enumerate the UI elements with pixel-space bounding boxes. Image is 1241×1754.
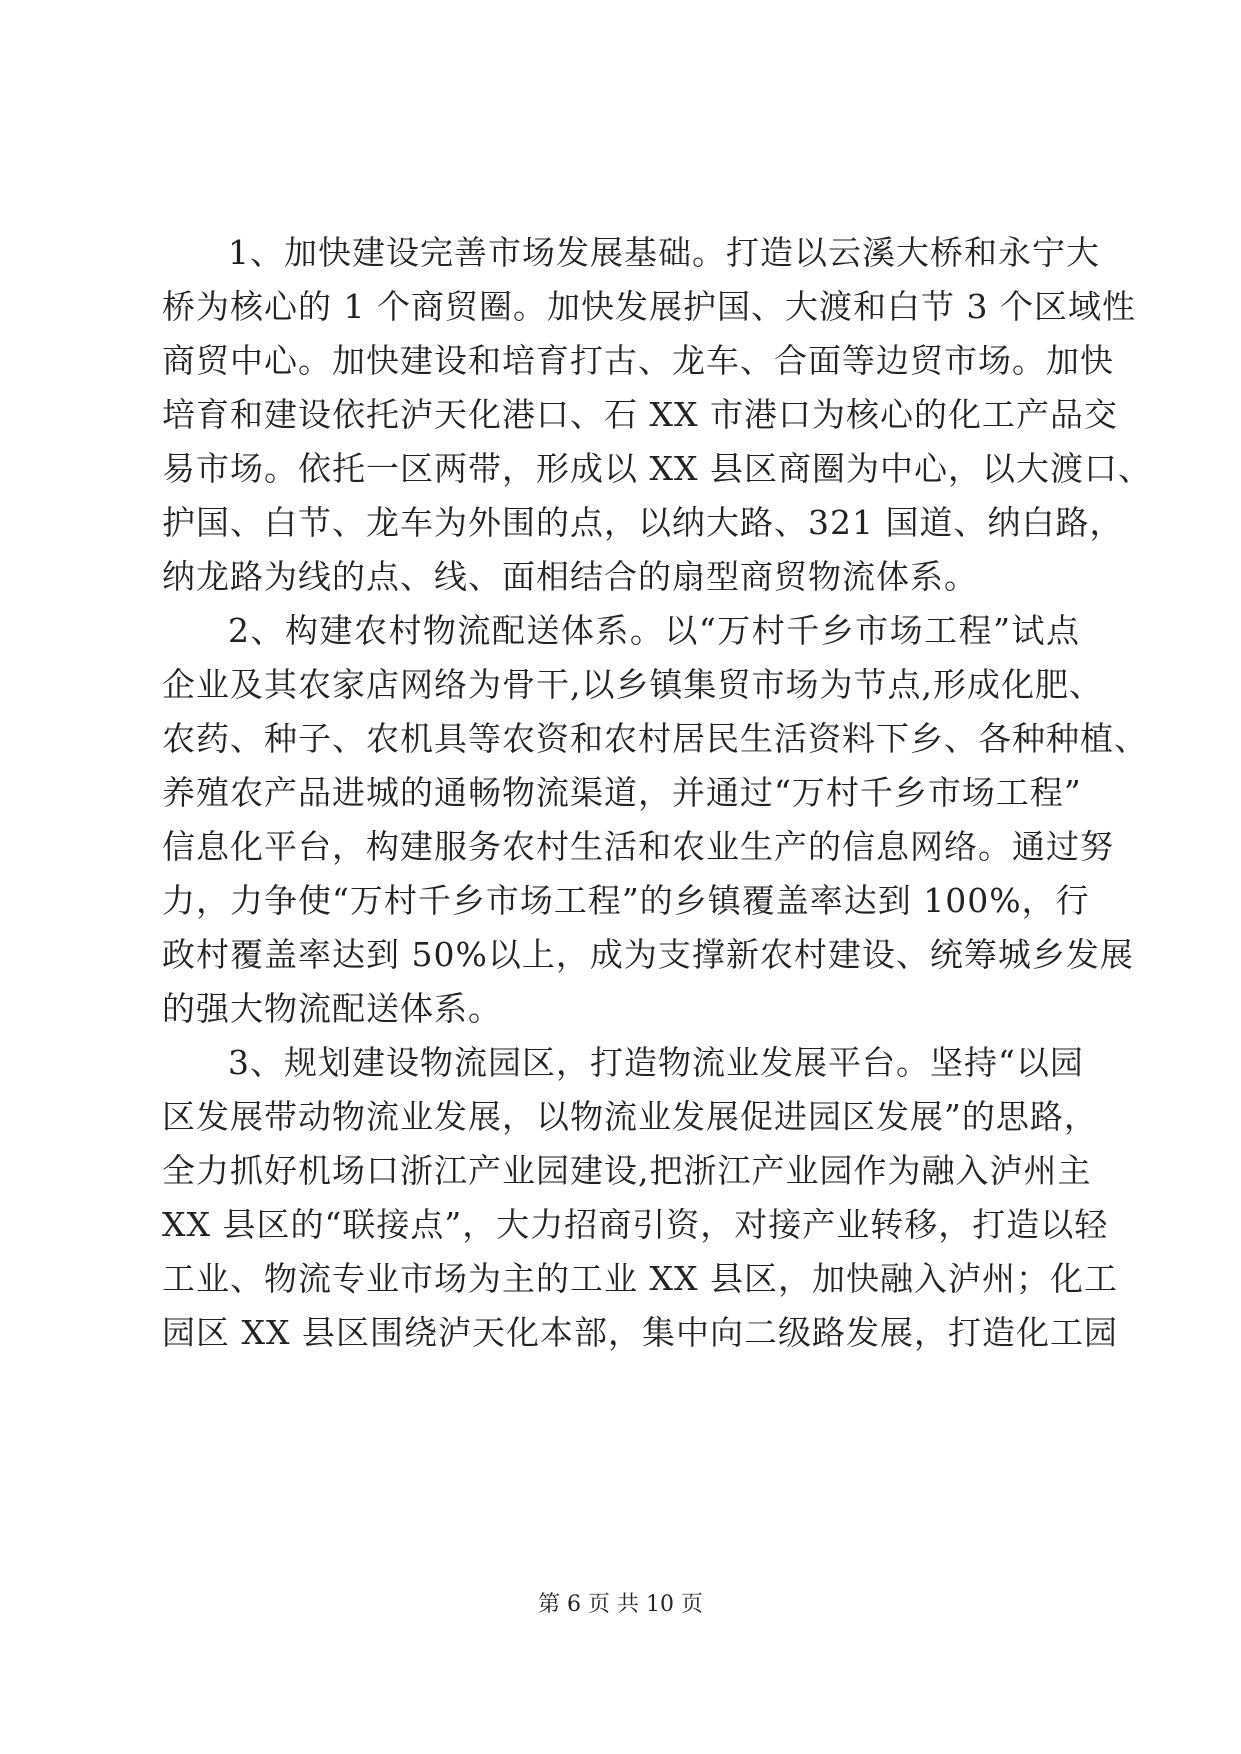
text-line: XX 县区的“联接点”，大力招商引资，对接产业转移，打造以轻	[162, 1205, 1109, 1244]
text-line: 政村覆盖率达到 50%以上，成为支撑新农村建设、统筹城乡发展	[162, 935, 1134, 974]
text-line: 培育和建设依托泸天化港口、石 XX 市港口为核心的化工产品交	[162, 395, 1118, 434]
text-line: 区发展带动物流业发展，以物流业发展促进园区发展”的思路，	[162, 1097, 1098, 1136]
body-text	[162, 226, 1152, 1360]
text-line: 桥为核心的 1 个商贸圈。加快发展护国、大渡和白节 3 个区域性	[162, 287, 1136, 326]
text-line: 2、构建农村物流配送体系。以“万村千乡市场工程”试点	[228, 611, 1080, 650]
text-line: 企业及其农家店网络为骨干,以乡镇集贸市场为节点,形成化肥、	[162, 665, 1103, 704]
text-line: 农药、种子、农机具等农资和农村居民生活资料下乡、各种种植、	[162, 719, 1148, 758]
text-line: 园区 XX 县区围绕泸天化本部，集中向二级路发展，打造化工园	[162, 1313, 1118, 1352]
text-line: 力，力争使“万村千乡市场工程”的乡镇覆盖率达到 100%，行	[162, 881, 1090, 920]
text-line: 全力抓好机场口浙江产业园建设,把浙江产业园作为融入泸州主	[162, 1151, 1092, 1190]
text-line: 护国、白节、龙车为外围的点，以纳大路、321 国道、纳白路，	[162, 503, 1124, 542]
text-line: 信息化平台，构建服务农村生活和农业生产的信息网络。通过努	[162, 827, 1114, 866]
text-line: 养殖农产品进城的通畅物流渠道，并通过“万村千乡市场工程”	[162, 773, 1082, 812]
text-line: 1、加快建设完善市场发展基础。打造以云溪大桥和永宁大	[228, 233, 1100, 272]
text-line: 纳龙路为线的点、线、面相结合的扇型商贸物流体系。	[162, 557, 978, 596]
text-line: 商贸中心。加快建设和培育打古、龙车、合面等边贸市场。加快	[162, 341, 1114, 380]
text-line: 3、规划建设物流园区，打造物流业发展平台。坚持“以园	[228, 1043, 1084, 1082]
text-line: 易市场。依托一区两带，形成以 XX 县区商圈为中心，以大渡口、	[162, 449, 1152, 488]
text-line: 的强大物流配送体系。	[162, 989, 502, 1028]
text-line: 工业、物流专业市场为主的工业 XX 县区，加快融入泸州；化工	[162, 1259, 1118, 1298]
paragraph-3	[162, 1036, 1118, 1360]
paragraph-2	[162, 604, 1148, 1036]
page-number-footer: 第 6 页 共 10 页	[538, 1592, 703, 1617]
paragraph-1	[162, 226, 1152, 604]
